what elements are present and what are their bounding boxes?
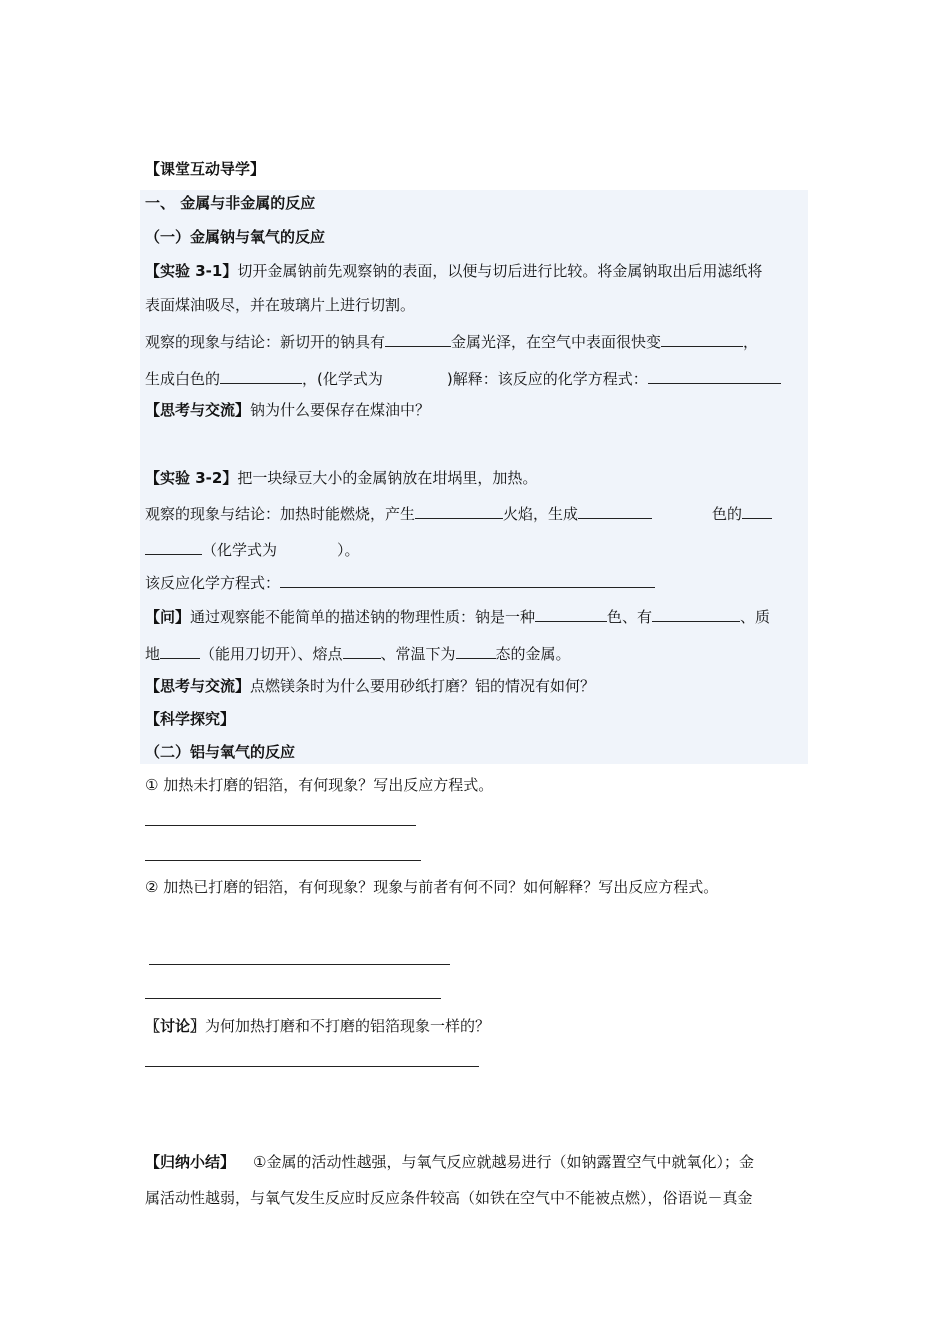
summary-line-1 <box>145 1152 807 1172</box>
question-2: ② 加热已打磨的铝箔，有何现象？现象与前者有何不同？如何解释？写出反应方程式。 <box>145 878 719 896</box>
ask2-c: 、常温下为 <box>380 645 456 663</box>
answer-line-4[interactable] <box>145 998 441 999</box>
blank-color-change[interactable] <box>661 330 743 347</box>
discuss-text: 为何加热打磨和不打磨的铝箔现象一样的？ <box>205 1017 491 1035</box>
answer-line-2[interactable] <box>145 860 421 861</box>
blank-product-2[interactable] <box>145 538 202 555</box>
exp32-tag: 【实验 3-2】 <box>145 469 238 487</box>
blank-equation-2[interactable] <box>280 571 655 588</box>
blank-color[interactable] <box>535 605 607 622</box>
answer-line-5[interactable] <box>145 1066 479 1067</box>
obs3-c: 色的 <box>712 505 743 523</box>
think1-text: 钠为什么要保存在煤油中？ <box>250 401 431 419</box>
obs2-a: 生成白色的 <box>145 370 221 388</box>
question-1: ① 加热未打磨的铝箔，有何现象？写出反应方程式。 <box>145 776 494 794</box>
ask2-a: 地 <box>145 645 161 663</box>
exp32-text: 把一块绿豆大小的金属钠放在坩埚里，加热。 <box>237 469 538 487</box>
blank-state[interactable] <box>456 642 496 659</box>
exp31-text-a: 切开金属钠前先观察钠的表面，以便与切后进行比较。将金属钠取出后用滤纸将 <box>237 262 763 280</box>
blank-product-1[interactable] <box>742 502 772 519</box>
discussion <box>145 1016 807 1036</box>
ask-b: 色、有 <box>607 608 653 626</box>
exp31-line-2: 表面煤油吸尽，并在玻璃片上进行切割。 <box>145 296 416 314</box>
blank-flame[interactable] <box>415 502 503 519</box>
blank-product-color[interactable] <box>578 502 652 519</box>
think-1 <box>145 400 807 420</box>
ask-a: 通过观察能不能简单的描述钠的物理性质：钠是一种 <box>190 608 536 626</box>
ask2-b: （能用刀切开）、熔点 <box>200 645 343 663</box>
science-tag: 【科学探究】 <box>145 710 236 728</box>
section-header: 【课堂互动导学】 <box>145 160 266 178</box>
ask-c: 、质 <box>740 608 771 626</box>
blank-texture[interactable] <box>160 642 200 659</box>
observation-3 <box>145 502 807 524</box>
ask-tag: 【问】 <box>145 608 191 626</box>
blank-white-product[interactable] <box>220 367 302 384</box>
discuss-tag: 〖讨论〗 <box>145 1017 206 1035</box>
observation-1 <box>145 330 807 352</box>
exp32-line <box>145 468 807 488</box>
obs4-b: ）。 <box>337 541 360 559</box>
observation-4 <box>145 538 807 560</box>
summary-tag: 【归纳小结】 <box>145 1153 236 1171</box>
equation-line <box>145 571 807 593</box>
think1-tag: 【思考与交流】 <box>145 401 251 419</box>
obs1-b: 金属光泽，在空气中表面很快变 <box>451 333 662 351</box>
observation-2 <box>145 367 807 389</box>
obs1-c: ， <box>743 333 759 351</box>
think2-text: 点燃镁条时为什么要用砂纸打磨？铝的情况有如何？ <box>250 677 596 695</box>
obs3-b: 火焰，生成 <box>503 505 579 523</box>
exp31-tag: 【实验 3-1】 <box>145 262 238 280</box>
blank-melting-point[interactable] <box>343 642 381 659</box>
obs3-a: 观察的现象与结论：加热时能燃烧，产生 <box>145 505 416 523</box>
blank-luster[interactable] <box>385 330 451 347</box>
obs2-c: )解释：该反应的化学方程式： <box>446 370 648 388</box>
obs2-b: ，(化学式为 <box>302 370 383 388</box>
answer-line-3[interactable] <box>149 964 450 965</box>
summary-line-2: 属活动性越弱，与氧气发生反应时反应条件较高（如铁在空气中不能被点燃），俗语说－真金 <box>145 1189 753 1207</box>
ask2-d: 态的金属。 <box>495 645 571 663</box>
answer-line-1[interactable] <box>145 825 416 826</box>
think2-tag: 【思考与交流】 <box>145 677 251 695</box>
blank-equation-1[interactable] <box>648 367 781 384</box>
sub2-title: （二）铝与氧气的反应 <box>145 743 296 761</box>
summary-a: ①金属的活动性越强，与氧气反应就越易进行（如钠露置空气中就氧化）；金 <box>253 1153 754 1171</box>
exp31-line <box>145 261 807 281</box>
think-2 <box>145 676 807 696</box>
blank-luster-2[interactable] <box>652 605 740 622</box>
eq-label: 该反应化学方程式： <box>145 574 281 592</box>
question-line-2 <box>145 642 807 664</box>
question-line-1 <box>145 605 807 627</box>
sub1-title: （一）金属钠与氧气的反应 <box>145 228 326 246</box>
obs4-a: （化学式为 <box>202 541 278 559</box>
part1-title: 一、 金属与非金属的反应 <box>145 194 316 212</box>
obs1-a: 观察的现象与结论：新切开的钠具有 <box>145 333 386 351</box>
